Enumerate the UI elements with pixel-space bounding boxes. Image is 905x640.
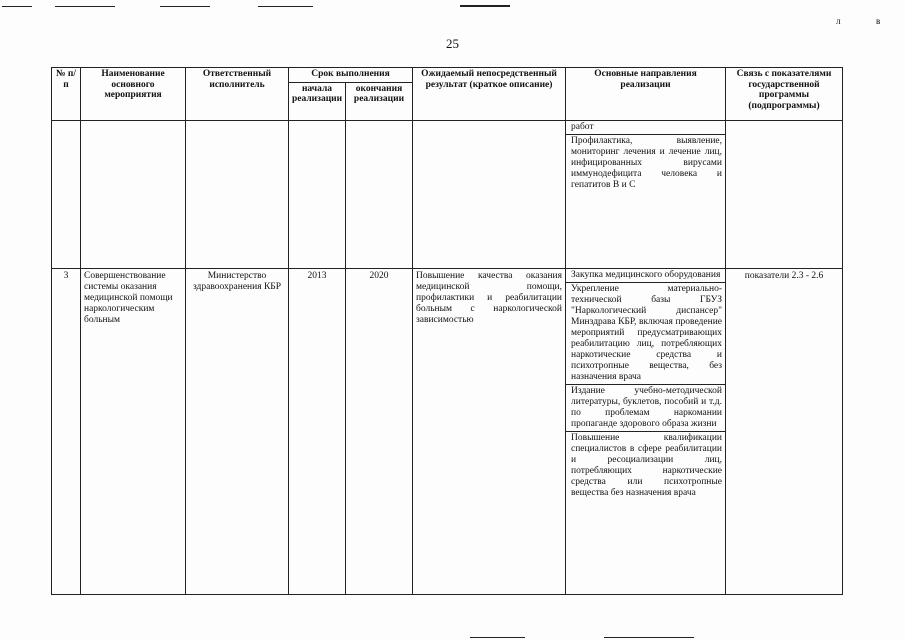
corner-mark: л bbox=[836, 16, 841, 26]
direction-item: Повышение квалификации специалистов в сфере реабилитации и ресоциализации лиц, потребляющих наркотические средства или психотропные вещества без назначения врача bbox=[571, 432, 722, 498]
header-name: Наименование основного мероприятия bbox=[81, 68, 186, 121]
cell-directions bbox=[566, 268, 726, 594]
header-num: № п/п bbox=[52, 68, 81, 121]
cell-result: Повышение качества оказания медицинской помощи, профилактики и реабилитации больным с наркологической зависимостью bbox=[413, 268, 566, 594]
cell-empty bbox=[52, 120, 81, 268]
header-link: Связь с показателями государственной программы (подпрограммы) bbox=[726, 68, 843, 121]
table-row bbox=[52, 268, 843, 594]
cell-empty bbox=[726, 120, 843, 268]
header-term: Срок выполнения bbox=[289, 68, 413, 83]
cell-directions bbox=[566, 120, 726, 268]
cell-empty bbox=[413, 120, 566, 268]
cell-num: 3 bbox=[52, 268, 81, 594]
scan-artifact bbox=[55, 6, 115, 7]
header-result: Ожидаемый непосредственный результат (краткое описание) bbox=[413, 68, 566, 121]
program-table bbox=[51, 67, 843, 595]
direction-item: Профилактика, выявление, мониторинг лечения и лечение лиц, инфицированных вирусами иммунодефицита человека и гепатитов В и С bbox=[571, 135, 722, 190]
cell-name: Совершенствование системы оказания медицинской помощи наркологическим больным bbox=[81, 268, 186, 594]
cell-empty bbox=[289, 120, 346, 268]
table-row-continued bbox=[52, 120, 843, 268]
cell-start: 2013 bbox=[289, 268, 346, 594]
cell-end: 2020 bbox=[346, 268, 413, 594]
direction-item: Укрепление материально-технической базы ГБУЗ "Наркологический диспансер" Минздрава КБР, включая проведение мероприятий предусматривающих реабилитацию лиц, потребляющих наркотические средства и психотропные вещества, без назначения врача bbox=[566, 283, 725, 385]
scan-artifact bbox=[604, 637, 694, 638]
direction-item: Закупка медицинского оборудования bbox=[566, 269, 725, 283]
scan-artifact bbox=[258, 6, 313, 7]
direction-item: Издание учебно-методической литературы, буклетов, пособий и т.д. по проблемам наркомании пропаганде здорового образа жизни bbox=[566, 385, 725, 432]
scan-artifact bbox=[2, 6, 32, 7]
cell-responsible: Министерство здравоохранения КБР bbox=[186, 268, 289, 594]
cell-empty bbox=[346, 120, 413, 268]
scan-artifact bbox=[470, 637, 525, 638]
page-number: 25 bbox=[446, 36, 459, 51]
header-term-end: окончания реализации bbox=[346, 82, 413, 120]
scan-artifact bbox=[160, 6, 210, 7]
cell-empty bbox=[81, 120, 186, 268]
header-responsible: Ответственный исполнитель bbox=[186, 68, 289, 121]
direction-item: работ bbox=[566, 121, 725, 135]
header-term-start: начала реализации bbox=[289, 82, 346, 120]
cell-link: показатели 2.3 - 2.6 bbox=[726, 268, 843, 594]
cell-empty bbox=[186, 120, 289, 268]
scan-artifact bbox=[460, 5, 510, 7]
corner-mark: в bbox=[876, 16, 881, 26]
header-directions: Основные направления реализации bbox=[566, 68, 726, 121]
